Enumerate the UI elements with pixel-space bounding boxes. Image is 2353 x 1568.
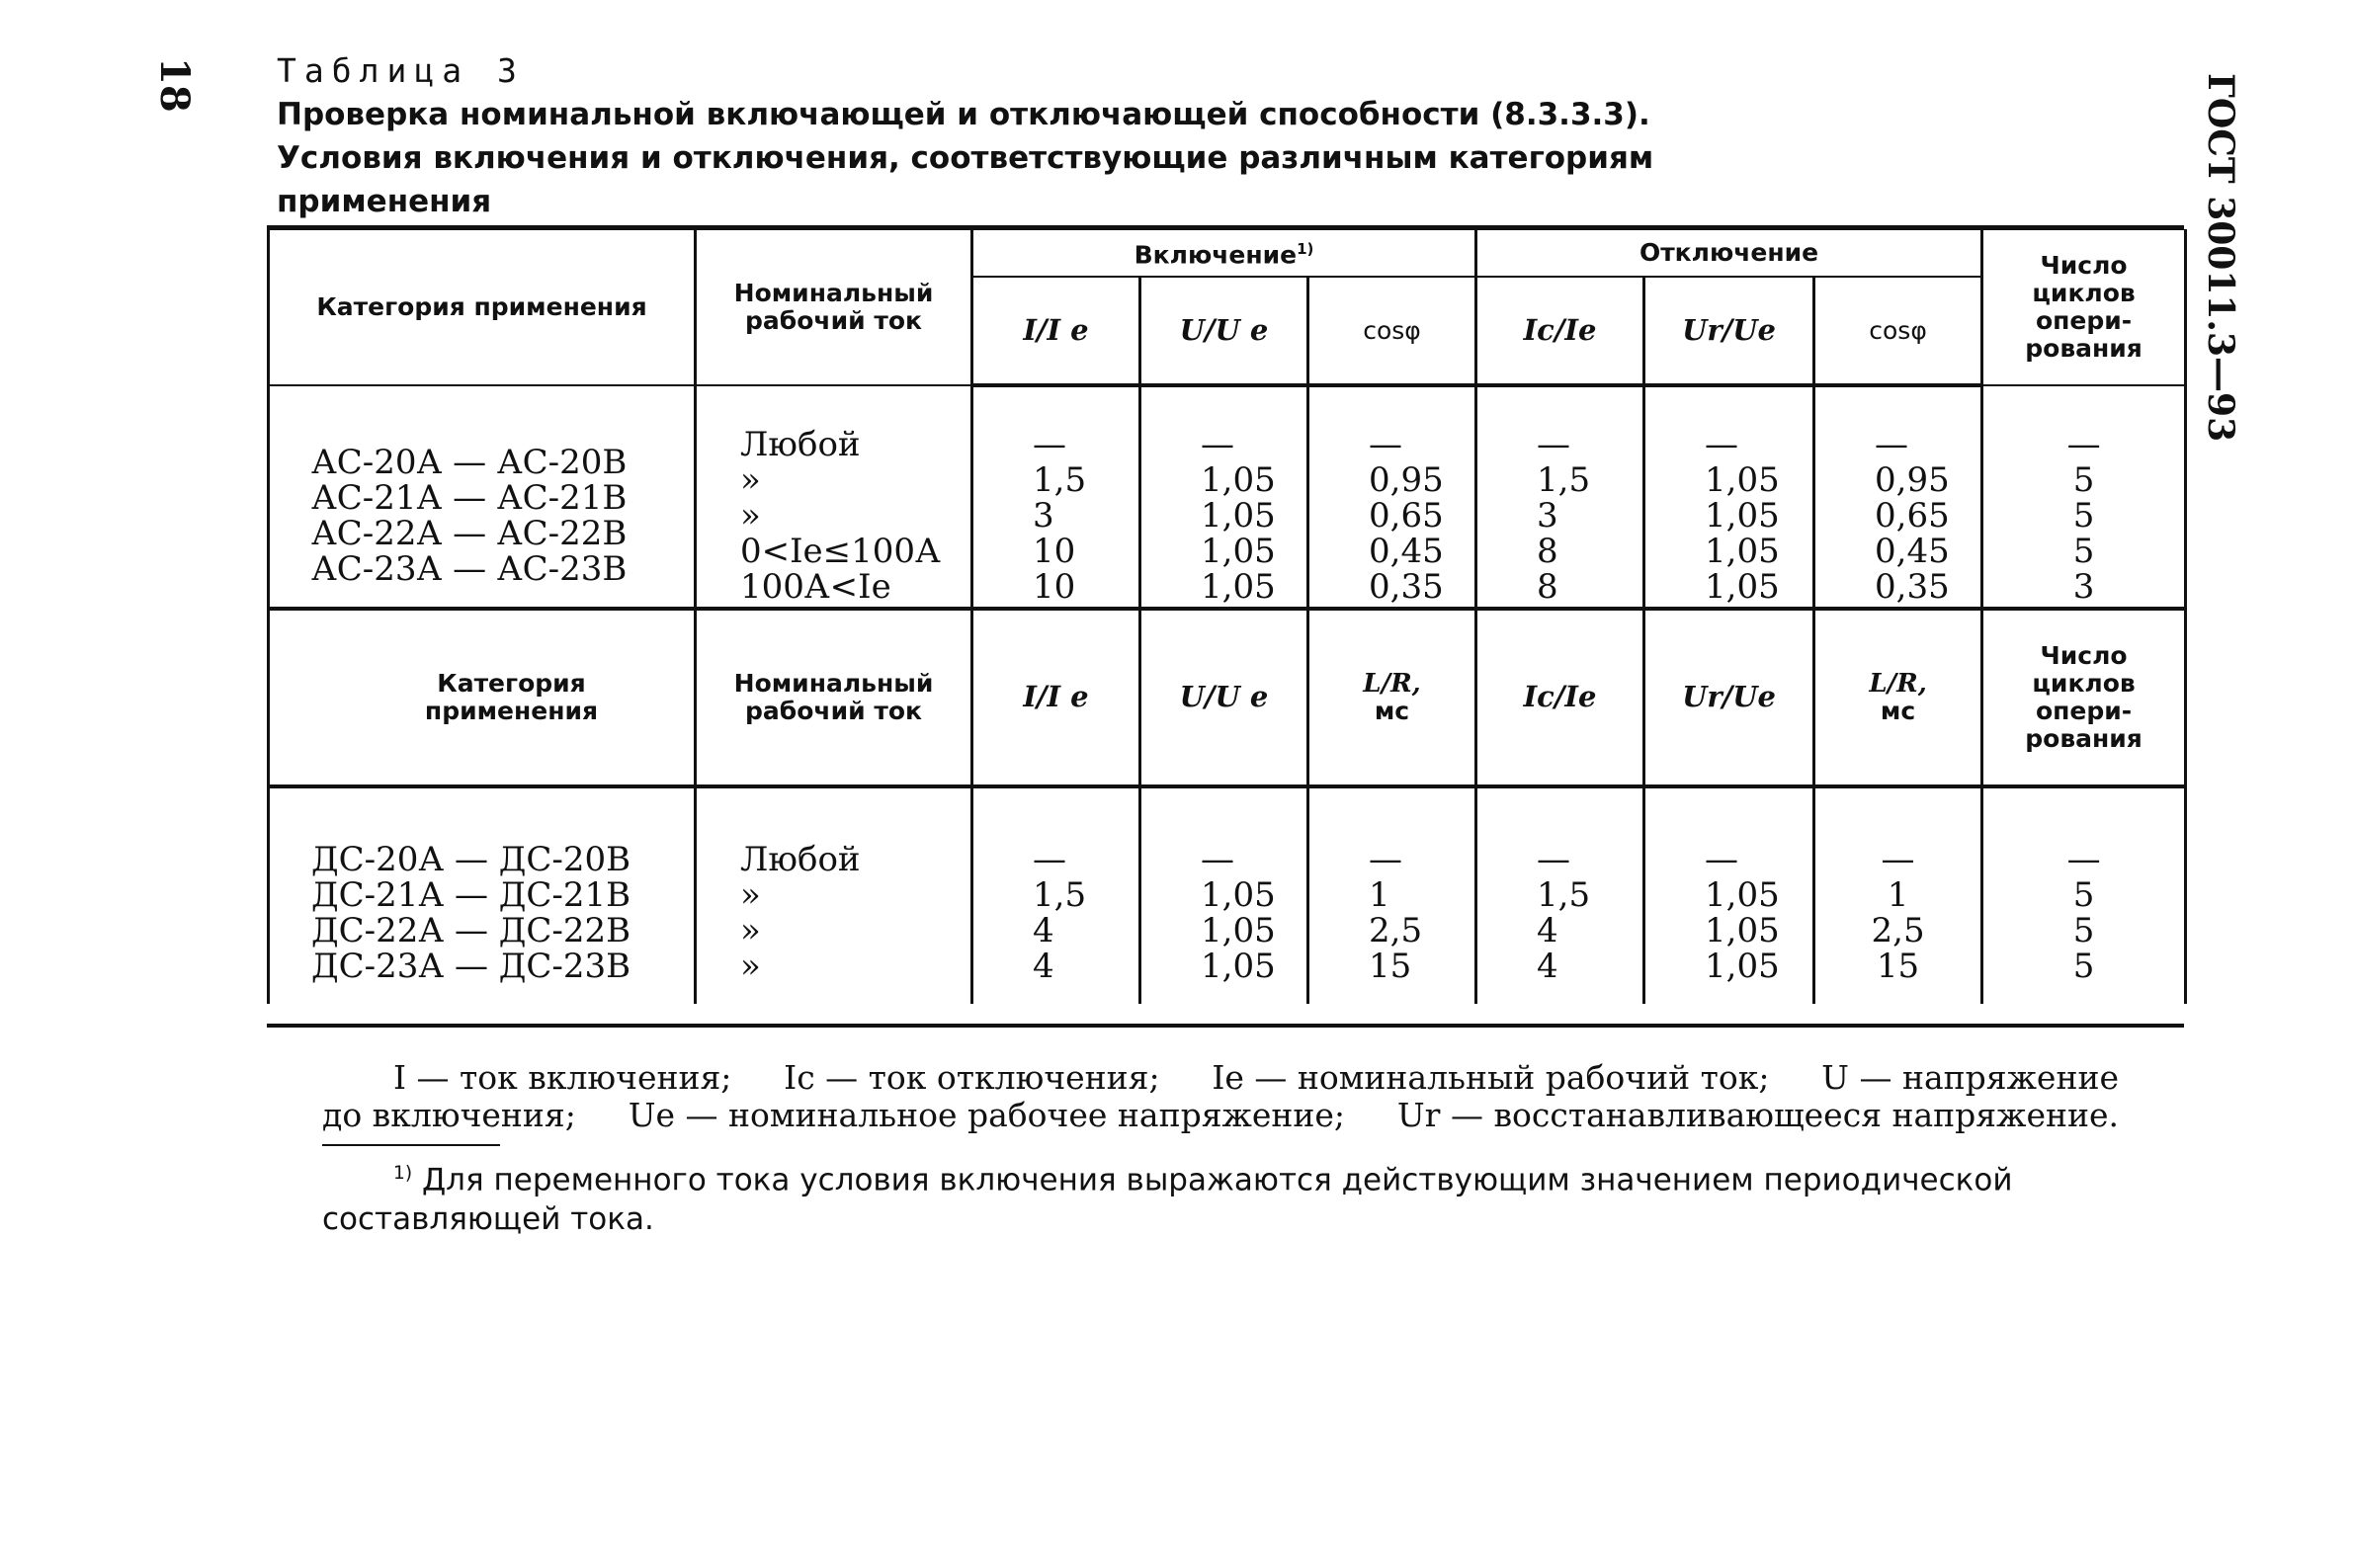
table-cell: 100А<Ie — [740, 566, 891, 607]
ac-header-breaking: Отключение — [1476, 229, 1982, 277]
breaking-capacity-table — [267, 229, 2187, 1004]
ac-header-ops: Число циклов опери- рования — [1982, 229, 2186, 385]
ac-breaking-u: — 1,05 1,05 1,05 1,05 — [1644, 385, 1814, 609]
ac-header-making-i: I/I e — [972, 277, 1140, 385]
dc-header-making-i: I/I e — [972, 609, 1140, 786]
table-cell: ДС-20А — ДС-20В — [311, 840, 631, 879]
table-cell: ДС-23А — ДС-23В — [311, 947, 631, 986]
ac-header-making: Включение$^{1)}$ — [972, 229, 1476, 277]
dc-header-breaking-i: Ic/Ie — [1476, 609, 1644, 786]
table-caption — [277, 49, 1660, 223]
ac-categories — [269, 385, 696, 609]
dc-header-ops: Число циклов опери- рования — [1982, 609, 2186, 786]
dc-ops: — 5 5 5 — [1982, 786, 2186, 1004]
dc-header-category: Категория применения — [269, 609, 696, 786]
table-title-line-1: Проверка номинальной включающей и отключающей способности (8.3.3.3). — [277, 97, 1650, 132]
table-cell: АС-23А — АС-23В — [311, 548, 628, 589]
table-cell: » — [740, 495, 761, 536]
table-cell: 0<Ie≤100А — [740, 531, 941, 571]
dc-header-breaking-u: Ur/Ue — [1644, 609, 1814, 786]
table-label: Таблица 3 — [277, 51, 525, 90]
note-u: U — напряжение — [1821, 1058, 2119, 1097]
dc-header-current: Номинальный рабочий ток — [696, 609, 972, 786]
footnote-text-2: составляющей тока. — [322, 1201, 654, 1238]
note-i: I — ток включения; — [393, 1058, 732, 1097]
table-cell: ДС-22А — ДС-22В — [311, 911, 631, 950]
table-cell: АС-21А — АС-21В — [311, 477, 628, 518]
table-title-line-3: применения — [277, 184, 492, 219]
ac-header-current: Номинальный рабочий ток — [696, 229, 972, 385]
table-bottom-rule — [267, 1024, 2184, 1028]
ac-header-category: Категория применения — [269, 229, 696, 385]
table-cell: » — [740, 459, 761, 500]
note-ie: Ie — номинальный рабочий ток; — [1212, 1058, 1770, 1097]
note-ue: Ue — номинальное рабочее напряжение; — [628, 1096, 1346, 1134]
dc-header-making-lr: L/R, мс — [1308, 609, 1476, 786]
table-cell: Любой — [740, 424, 861, 464]
dc-breaking-i: — 1,5 4 4 — [1476, 786, 1644, 1004]
ac-header-making-cos: cosφ — [1308, 277, 1476, 385]
dc-header-breaking-lr: L/R, мс — [1814, 609, 1982, 786]
table-cell: АС-20А — АС-20В — [311, 442, 628, 482]
note-ic: Ic — ток отключения; — [784, 1058, 1160, 1097]
page-number: 18 — [151, 57, 198, 113]
ac-ops: — 5 5 5 3 — [1982, 385, 2186, 609]
standard-label: ГОСТ 30011.3—93 — [2200, 73, 2241, 443]
symbol-notes — [322, 1059, 2119, 1134]
dc-making-u: — 1,05 1,05 1,05 — [1140, 786, 1308, 1004]
ac-header-breaking-i: Ic/Ie — [1476, 277, 1644, 385]
table-cell: ДС-21А — ДС-21В — [311, 875, 631, 915]
table-cell: АС-22А — АС-22В — [311, 513, 628, 553]
dc-breaking-u: — 1,05 1,05 1,05 — [1644, 786, 1814, 1004]
footnote — [322, 1154, 2119, 1239]
note-ur: Ur — восстанавливающееся напряжение. — [1396, 1096, 2119, 1134]
dc-currents: Любой » » » — [696, 786, 972, 1004]
dc-header-making-u: U/U e — [1140, 609, 1308, 786]
ac-header-breaking-cos: cosφ — [1814, 277, 1982, 385]
ac-breaking-cos: — 0,95 0,65 0,45 0,35 — [1814, 385, 1982, 609]
ac-breaking-i: — 1,5 3 8 8 — [1476, 385, 1644, 609]
dc-breaking-lr: — 1 2,5 15 — [1814, 786, 1982, 1004]
ac-header-making-u: U/U e — [1140, 277, 1308, 385]
dc-making-i: — 1,5 4 4 — [972, 786, 1140, 1004]
ac-making-i: — 1,5 3 10 10 — [972, 385, 1140, 609]
note-u-cont: до включения; — [322, 1096, 576, 1134]
table-title-line-2: Условия включения и отключения, соответствующие различным категориям — [277, 140, 1654, 176]
footnote-text-1: Для переменного тока условия включения выражаются действующим значением периодической — [421, 1162, 2013, 1198]
dc-categories — [269, 786, 696, 1004]
ac-making-cos: — 0,95 0,65 0,45 0,35 — [1308, 385, 1476, 609]
footnote-marker: 1) — [393, 1163, 413, 1184]
footnote-rule — [322, 1144, 500, 1146]
ac-currents — [696, 385, 972, 609]
dc-making-lr: — 1 2,5 15 — [1308, 786, 1476, 1004]
ac-header-breaking-u: Ur/Ue — [1644, 277, 1814, 385]
ac-making-u: — 1,05 1,05 1,05 1,05 — [1140, 385, 1308, 609]
